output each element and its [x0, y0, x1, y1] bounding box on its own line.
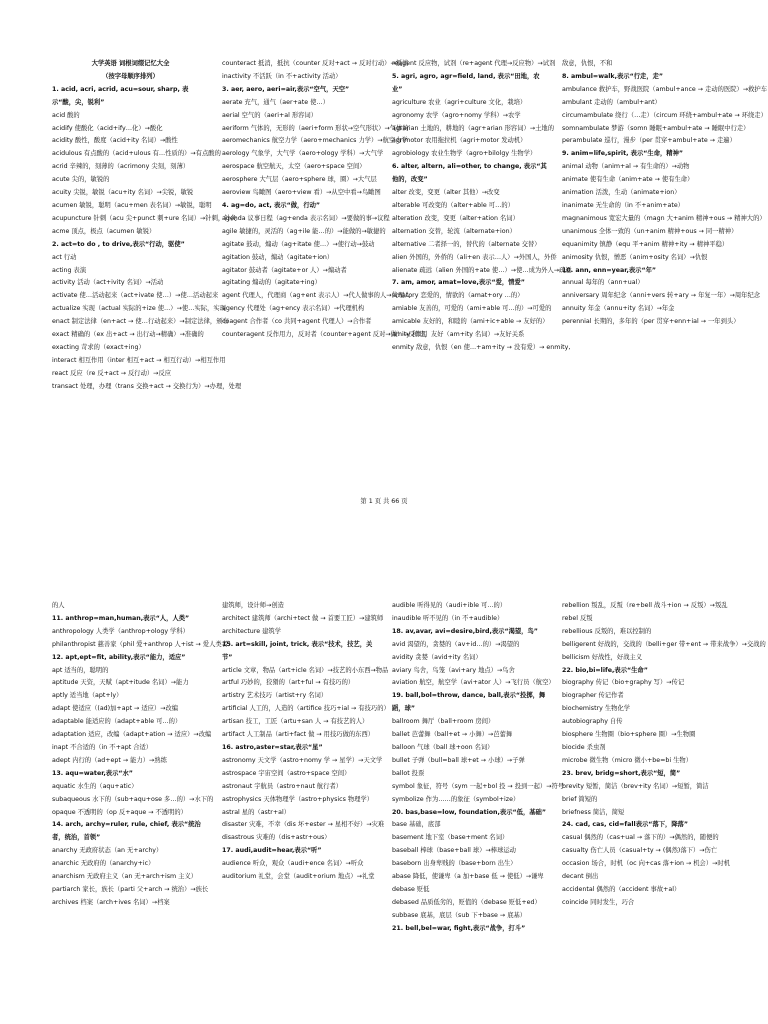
entry-line: animate 使有生命（anim+ate → 使有生命）: [562, 176, 694, 184]
entry-line: agenda 议事日程（ag+enda 表示名词）→要做的事→议程: [222, 214, 390, 222]
entry-line: artisan 技工，工匠（artu+san 人 → 有技艺的人）: [222, 718, 369, 726]
entry-line: aquatic 水生的（aqu+atic）: [52, 782, 138, 790]
entry-line: audible 听得见的（audi+ible 可…的）: [392, 602, 507, 609]
entry-line: acute 尖的，敏锐的: [52, 176, 110, 184]
section-heading: 17. audi,audit=hear,表示“听”: [222, 847, 322, 855]
entry-line: aeriform 气体的，无形的（aeri+form 形状→空气形状）→气体的: [222, 124, 409, 132]
entry-line: perambulate 巡行，漫步（per 贯穿+ambul+ate → 走遍）: [562, 137, 736, 145]
entry-line: counteragent 反作用力，反对者（counter+agent 反对→做）→反作用: [222, 331, 428, 339]
entry-line: aerology 气象学，大气学（aero+ology 学科）→大气学: [222, 150, 384, 158]
entry-line: aviation 航空，航空学（avi+ator 人）→飞行员（航空）: [392, 679, 555, 687]
section-heading: 24. cad, cas, cid=fall表示“落下，降落”: [562, 821, 689, 829]
entry-line: aeromechanics 航空力学（aero+mechanics 力学）→航空力学: [222, 137, 408, 145]
entry-line: alienate 疏远（alien 外国的+ate 使…）→使…成为外人→疏远: [392, 266, 572, 274]
entry-line: animal 动物（anim+al → 有生命的）→动物: [562, 163, 690, 171]
entry-line: exact 精确的（ex 出+act → 出行动→精确）→准确的: [52, 331, 204, 339]
entry-line: agrobiology 农业生物学（agro+bilolgy 生物学）: [392, 150, 537, 158]
entry-line: alterable 可改变的（alter+able 可…的）: [392, 201, 514, 209]
entry-line: baseball 棒球（base+ball 球）→棒球运动: [392, 847, 516, 855]
entry-line: belligerent 好战的，交战的（belli+ger 带+ent → 带来战争）→交战的: [562, 640, 766, 648]
entry-line: debased 品质低劣的，贬值的（debase 贬低+ed）: [392, 898, 541, 906]
entry-line: decant 倒出: [562, 873, 599, 881]
entry-line: alter 改变，变更（alter 其他）→改变: [392, 189, 500, 197]
entry-line: rebellious 反叛的，难以控制的: [562, 627, 652, 635]
entry-line: biosphere 生物圈（bio+sphere 圈）→生物圈: [562, 731, 696, 739]
entry-line: astrospace 宇宙空间（astro+space 空间）: [222, 769, 351, 777]
entry-line: aptly 适当地（apt+ly）: [52, 692, 123, 700]
entry-line: article 文章，物品（art+icle 名词）→技艺的小东西→物品: [222, 666, 389, 674]
entry-line: interact 相互作用（inter 相互+act → 相互行动）→相互作用: [52, 356, 226, 364]
section-heading: 3. aer, aero, aeri=air,表示“空气，天空”: [222, 85, 350, 93]
entry-line: aerosphere 大气层（aero+sphere 球，圈）→大气层: [222, 176, 377, 184]
entry-line: enmity 敌意，仇恨（en 使…+am+ity → 没有爱）→ enmity,: [392, 343, 571, 351]
entry-line: microbe 微生物（micro 微小+be=bi 生物）: [562, 756, 693, 764]
entry-line: archives 档案（arch+ives 名词）→档案: [52, 898, 170, 906]
text-column: [562, 600, 766, 936]
entry-line: disastrous 灾难的（dis+astr+ous）: [222, 834, 331, 842]
entry-line: amatory 恋爱的，情欲的（amat+ory …的）: [392, 292, 524, 300]
entry-line: baseborn 出身卑贱的（base+born 出生）: [392, 860, 517, 868]
entry-line: ballroom 舞厅（ball+room 房间）: [392, 718, 495, 726]
section-heading: 16. astro,aster=star,表示“星”: [222, 743, 323, 751]
entry-line: counteract 抵消，抵抗（counter 反对+act → 反对行动）→抵消: [222, 60, 409, 67]
entry-line: agitating 煽动的（agitate+ing）: [222, 279, 321, 287]
entry-line: acumen 敏锐，聪明（acu+men 表名词）→敏锐，聪明: [52, 201, 212, 209]
section-heading: 12. apt,ept=fit, ability,表示“能力，适应”: [52, 653, 186, 661]
entry-line: anarchism 无政府主义（an 无+arch+ism 主义）: [52, 873, 198, 881]
entry-line: brief 简短的: [562, 795, 598, 803]
entry-line: ambulance 救护车，野战医院（ambul+ance → 走动的医院）→救护车: [562, 85, 768, 93]
entry-line: agitation 鼓动，煽动（agitate+ion）: [222, 253, 334, 261]
entry-line: agrimotor 农用拖拉机（agri+motor 发动机）: [392, 137, 527, 145]
entry-line: circumambulate 绕行（…走）（circum 环绕+ambul+ate → 环绕走）: [562, 111, 767, 119]
section-heading: 4. ag=do, act, 表示“做，行动”: [222, 201, 321, 209]
section-heading: 19. ball,bol=throw, dance, ball,表示“投掷，舞蹈，球”: [392, 692, 546, 713]
section-heading: 1. acid, acri, acrid, acu=sour, sharp, 表示“酸，尖，锐利”: [52, 85, 189, 106]
section-heading: 5. agri, agro, agr=field, land, 表示“田地，农业”: [392, 72, 540, 93]
entry-line: acidulous 有点酸的（acid+ulous 有…性质的）→有点酸的: [52, 150, 221, 158]
entry-line: autobiography 自传: [562, 718, 623, 726]
entry-line: anarchic 无政府的（anarchy+ic）: [52, 860, 155, 868]
text-column: [562, 58, 768, 394]
entry-line: auditorium 礼堂，会堂（audit+orium 地点）→礼堂: [222, 873, 375, 881]
entry-line: adaptable 能适应的（adapt+able 可…的）: [52, 718, 182, 726]
entry-line: avidity 贪婪（avid+ity 名词）: [392, 653, 482, 661]
document-page-2: [0, 512, 768, 1024]
section-heading: 8. ambul=walk,表示“行走，走”: [562, 72, 664, 80]
entry-line: inactivity 不活跃（in 不+activity 活动）: [222, 72, 342, 80]
entry-line: occasion 场合，时机（oc 向+cas 落+ion → 机会）→时机: [562, 860, 730, 868]
entry-line: acme 顶点，极点（acumen 敏锐）: [52, 227, 156, 235]
section-heading: 21. bell,bel=war, fight,表示“战争，打斗”: [392, 924, 526, 932]
entry-line: subaqueous 水下的（sub+aqu+ose 多…的）→水下的: [52, 795, 214, 803]
entry-line: biocide 杀虫剂: [562, 743, 606, 751]
entry-line: inaudible 听不见的（in 不+audible）: [392, 614, 504, 622]
entry-line: subbase 底基，底层（sub 下+base → 底基）: [392, 911, 527, 919]
entry-line: symbol 象征，符号（sym 一起+bol 投 → 投到一起）→符号: [392, 782, 565, 790]
entry-line: basement 地下室（base+ment 名词）: [392, 834, 509, 842]
entry-line: agile 敏捷的，灵活的（ag+ile 能…的）→能做的→敏捷的: [222, 227, 386, 235]
entry-line: artistry 艺术技巧（artist+ry 名词）: [222, 692, 328, 700]
entry-line: audience 听众，观众（audi+ence 名词）→听众: [222, 860, 364, 868]
entry-line: partiarch 家长，族长（parti 父+arch → 统治）→族长: [52, 885, 209, 893]
section-heading: 18. av,avar, avi=desire,bird,表示“渴望，鸟”: [392, 627, 538, 635]
entry-line: brevity 短暂，简洁（brev+ity 名词）→短暂，简洁: [562, 782, 709, 790]
text-column: [52, 58, 242, 394]
entry-line: actualize 实现（actual 实际的+ize 使…）→使…实际，实现: [52, 305, 226, 313]
entry-line: activity 活动（act+ivity 名词）→活动: [52, 279, 164, 287]
entry-line: coincide 同时发生，巧合: [562, 898, 635, 906]
entry-line: anthropology 人类学（anthrop+ology 学科）: [52, 627, 189, 635]
entry-line: rebel 反叛: [562, 614, 593, 622]
entry-line: balloon 气球（ball 球+oon 名词）: [392, 743, 494, 751]
entry-line: aerospace 航空航天，太空（aero+space 空间）: [222, 163, 366, 171]
entry-line: astral 星的（astr+al）: [222, 808, 291, 816]
entry-line: bellicism 好战性，好战主义: [562, 653, 643, 661]
entry-line: aerial 空气的（aeri+al 形容词）: [222, 111, 318, 119]
section-heading: 11. anthrop=man,human,表示“人，人类”: [52, 614, 190, 622]
section-heading: 22. bio,bi=life,表示“生命”: [562, 666, 648, 674]
entry-line: exacting 苛求的（exact+ing）: [52, 343, 145, 351]
entry-line: artificial 人工的，人造的（artifice 技巧+ial → 有技巧的）: [222, 705, 390, 713]
entry-line: casualty 伤亡人员（casual+ty → (偶然)落下）→伤亡: [562, 847, 718, 855]
entry-line: amiable 友善的，可爱的（ami+able 可…的）→可爱的: [392, 305, 552, 313]
entry-line: alteration 改变，变更（alter+ation 名词）: [392, 214, 519, 222]
entry-line: agriculture 农业（agri+culture 文化，栽培）: [392, 98, 527, 106]
entry-line: adept 内行的（ad+ept → 能力）→熟练: [52, 756, 167, 764]
entry-line: equanimity 镇静（equ 平+anim 精神+ity → 精神平稳）: [562, 240, 729, 248]
entry-line: unanimous 全体一致的（un+anim 精神+ous → 同一精神）: [562, 227, 738, 235]
entry-line: enact 制定法律（en+act → 使…行动起来）→制定法律，颁布: [52, 318, 229, 326]
text-column: [52, 600, 235, 936]
entry-line: acid 酸的: [52, 111, 80, 119]
entry-line: anarchy 无政府状态（an 无+archy）: [52, 847, 163, 855]
entry-line: somnambulate 梦游（somn 睡眠+ambul+ate → 睡眠中行走）: [562, 124, 750, 132]
entry-line: ballot 投票: [392, 769, 425, 777]
entry-line: magnanimous 宽宏大量的（magn 大+anim 精神+ous → 精神大的）: [562, 214, 766, 222]
entry-line: avid 渴望的，贪婪的（av+id…的）→渴望的: [392, 640, 520, 648]
entry-line: accidental 偶然的（accident 事故+al）: [562, 885, 681, 893]
section-heading: 20. bas,base=low, foundation,表示“低，基础”: [392, 808, 546, 816]
entry-line: agitate 鼓动，煽动（ag+itate 使…）→使行动→鼓动: [222, 240, 375, 248]
section-heading: 9. anim=life,spirit, 表示“生命，精神”: [562, 150, 684, 158]
section-heading: 10. ann, enn=year,表示“年”: [562, 266, 657, 274]
entry-line: apt 适当的，聪明的: [52, 666, 109, 674]
entry-line: briefness 简洁，简短: [562, 808, 625, 816]
entry-line: 的人: [52, 602, 65, 609]
entry-line: inapt 不合适的（in 不+apt 合适）: [52, 743, 153, 751]
entry-line: acting 表演: [52, 266, 87, 274]
entry-line: bullet 子弹（bull=ball 球+et → 小球）→子弹: [392, 756, 525, 764]
entry-line: biochemistry 生物化学: [562, 705, 631, 713]
entry-line: acuity 尖锐，敏锐（acu+ity 名词）→尖锐，敏锐: [52, 189, 194, 197]
entry-line: aeroview 鸟瞰图（aero+view 看）→从空中看→鸟瞰图: [222, 189, 381, 197]
entry-line: architect 建筑师（archi+tect 做 → 首要工匠）→建筑师: [222, 614, 384, 622]
entry-line: agent 代理人，代理商（ag+ent 表示人）→代人做事的人→代理人: [222, 292, 411, 300]
entry-line: coagent 合作者（co 共同+agent 代理人）→合作者: [222, 318, 372, 326]
section-heading: 23. brev, bridg=short,表示“短，简”: [562, 769, 681, 777]
entry-line: 敌意，仇恨，不和: [562, 60, 613, 67]
entry-line: adaptation 适应，改编（adapt+ation → 适应）→改编: [52, 731, 212, 739]
entry-line: agronomy 农学（agro+nomy 学科）→农学: [392, 111, 521, 119]
entry-line: animosity 仇恨，憎恶（anim+osity 名词）→仇恨: [562, 253, 708, 261]
section-heading: 14. arch, archy=ruler, rule, chief, 表示“统治者，统治，首领”: [52, 821, 201, 842]
entry-line: aviary 鸟舍，鸟笼（avi+ary 地点）→鸟舍: [392, 666, 515, 674]
entry-line: alternation 交替，轮流（alternate+ion）: [392, 227, 516, 235]
text-column: [222, 58, 428, 394]
entry-line: rebellion 叛乱，反叛（re+bell 战斗+ion → 反叛）→叛乱: [562, 602, 728, 609]
entry-line: ambulant 走动的（ambul+ant）: [562, 98, 661, 106]
entry-line: agency 代理处（ag+ency 表示名词）→代理机构: [222, 305, 365, 313]
entry-line: acrid 辛辣的，刻薄的（acrimony 尖刻，刻薄）: [52, 163, 190, 171]
page-footer: 第 1 页 共 66 页: [360, 498, 408, 505]
entry-line: ballet 芭蕾舞（ball+et → 小舞）→芭蕾舞: [392, 731, 513, 739]
entry-line: base 基础，底部: [392, 821, 441, 829]
entry-line: 建筑师，设计师→创造: [222, 602, 284, 609]
entry-line: transact 处理，办理（trans 交换+act → 交换行为）→办理，处理: [52, 382, 242, 390]
text-column: [392, 600, 565, 936]
entry-line: perennial 长期的，多年的（per 贯穿+enn+ial → 一年到头）: [562, 318, 740, 326]
section-heading: 7. am, amor, amat=love,表示“爱，情爱”: [392, 279, 525, 287]
text-column: [392, 58, 572, 394]
section-heading: 6. alter, altern, ali=other, to change, 表示“其他的，改变”: [392, 163, 547, 184]
entry-line: amity 和睦，友好（am+ity 名词）→友好关系: [392, 331, 525, 339]
section-heading: 15. art=skill, joint, trick, 表示“技术，技艺，关节”: [222, 640, 373, 661]
entry-line: acidity 酸性，酸度（acid+ity 名词）→酸性: [52, 137, 178, 145]
entry-line: alien 外国的，外侨的（ali+en 表示…人）→外国人，外侨: [392, 253, 557, 261]
entry-line: anniversary 周年纪念（anni+vers 转+ary → 年复一年）→周年纪念: [562, 292, 761, 300]
entry-line: symbolize 作为……的象征（symbol+ize）: [392, 795, 520, 803]
entry-line: react 反应（re 反+act → 反行动）→反应: [52, 369, 172, 377]
entry-line: alternative 二者择一的，替代的（alternate 交替）: [392, 240, 541, 248]
entry-line: annuity 年金（annu+ity 名词）→年金: [562, 305, 675, 313]
entry-line: astrophysics 天体物理学（astro+physics 物理学）: [222, 795, 374, 803]
entry-line: adapt 使适应（(ad)加+apt → 适应）→改编: [52, 705, 179, 713]
text-column: [222, 600, 390, 936]
entry-line: reagent 反应物，试剂（re+agent 代理→反应物）→试剂: [392, 60, 556, 67]
entry-line: biography 传记（bio+graphy 写）→传记: [562, 679, 685, 687]
entry-line: disaster 灾难，不幸（dis 坏+ester → 星相不好）→灾难: [222, 821, 385, 829]
text-columns: [52, 600, 766, 936]
entry-line: agitator 鼓动者（agitate+or 人）→煽动者: [222, 266, 347, 274]
entry-line: philanthropist 慈善家（phil 爱+anthrop 人+ist → 爱人类者）: [52, 640, 235, 648]
document-title: （按字母顺序排列）: [102, 72, 159, 80]
entry-line: acidify 使酸化（acid+ify…化）→酸化: [52, 124, 163, 132]
entry-line: animation 活泼，生动（animate+ion）: [562, 189, 681, 197]
entry-line: act 行动: [52, 253, 77, 261]
entry-line: annual 每年的（ann+ual）: [562, 279, 644, 287]
entry-line: aerate 充气，通气（aer+ate 使…）: [222, 98, 329, 106]
entry-line: biographer 传记作者: [562, 692, 624, 700]
entry-line: amicable 友好的，和睦的（ami+ic+able → 友好的）: [392, 318, 549, 326]
section-heading: 2. act=to do , to drive,表示“行动，驱使”: [52, 240, 185, 248]
entry-line: architecture 建筑学: [222, 627, 281, 635]
text-columns: [52, 58, 768, 394]
entry-line: inanimate 无生命的（in 不+anim+ate）: [562, 201, 684, 209]
entry-line: artifact 人工制品（arti+fact 做 → 用技巧做的东西）: [222, 731, 375, 739]
entry-line: agrarian 土地的，耕地的（agr+arian 形容词）→土地的: [392, 124, 554, 132]
entry-line: abase 降低，使谦卑（a 加+base 低 → 使低）→谦卑: [392, 873, 544, 881]
entry-line: opaque 不透明的（op 反+aque → 不透明的）: [52, 808, 187, 816]
entry-line: acupuncture 针刺（acu 尖+punct 刺+ure 名词）→针刺，针灸: [52, 214, 237, 222]
entry-line: artful 巧妙的，狡猾的（art+ful → 有技巧的）: [222, 679, 355, 687]
entry-line: astronaut 宇航员（astro+naut 航行者）: [222, 782, 343, 790]
entry-line: casual 偶然的（cas+ual → 落下的）→偶然的，随便的: [562, 834, 719, 842]
entry-line: aptitude 天资，天赋（apt+itude 名词）→能力: [52, 679, 189, 687]
entry-line: astronomy 天文学（astro+nomy 学 → 星学）→天文学: [222, 756, 383, 764]
section-heading: 13. aqu=water,表示“水”: [52, 769, 133, 777]
entry-line: debase 贬低: [392, 885, 430, 893]
document-title: 大学英语 词根词缀记忆大全: [91, 60, 170, 67]
entry-line: activate 使…活动起来（act+ivate 使…）→使…活动起来: [52, 292, 219, 300]
